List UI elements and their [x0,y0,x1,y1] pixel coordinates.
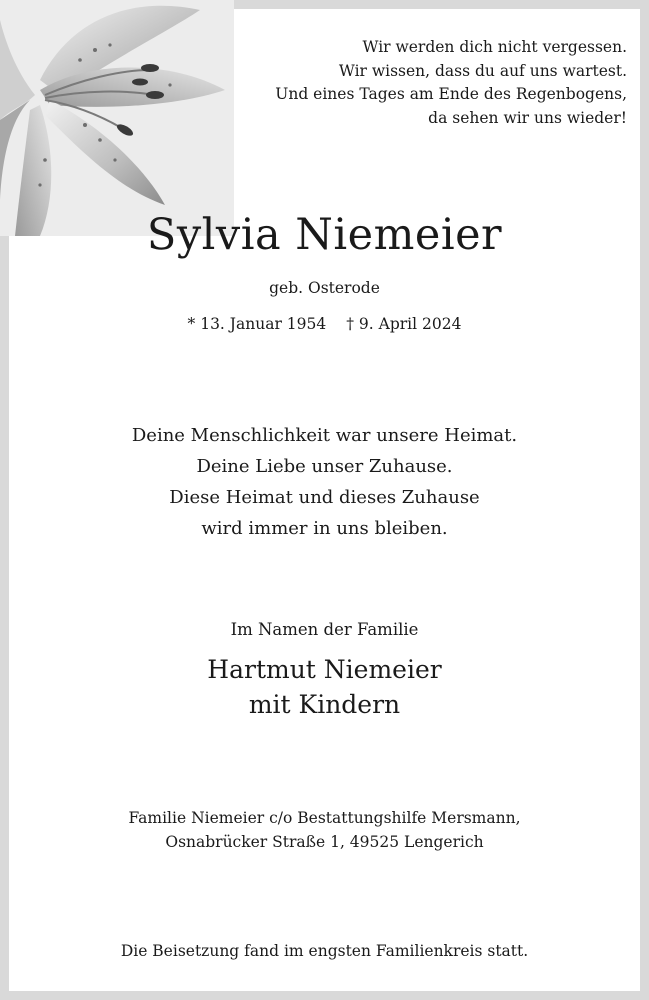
contact-address [0,806,649,854]
address-line: Osnabrücker Straße 1, 49525 Lengerich [165,833,484,851]
card-frame-top [234,0,649,9]
poem [275,36,627,130]
poem-line: Wir wissen, dass du auf uns wartest. [338,61,627,80]
deceased-name: Sylvia Niemeier [146,210,503,260]
death-date: † 9. April 2024 [346,315,462,333]
verse-line: Diese Heimat und dieses Zuhause [169,487,480,508]
family-intro: Im Namen der Familie [230,620,419,639]
memorial-verse [0,420,649,544]
lily-flower-icon [0,0,234,236]
family-name-line: Hartmut Niemeier [207,655,442,684]
poem-line: Wir werden dich nicht vergessen. [362,38,627,56]
birth-date: * 13. Januar 1954 [187,315,327,333]
poem-line: da sehen wir uns wieder! [428,108,627,127]
verse-line: Deine Menschlichkeit war unsere Heimat. [131,425,518,446]
life-dates [0,314,649,334]
address-line: Familie Niemeier c/o Bestattungshilfe Mersmann, [128,809,521,827]
poem-line: Und eines Tages am Ende des Regenbogens, [275,85,627,103]
verse-line: wird immer in uns bleiben. [201,518,448,539]
funeral-notice: Die Beisetzung fand im engsten Familienkreis statt. [120,942,529,960]
verse-line: Deine Liebe unser Zuhause. [196,456,453,477]
family-names [0,652,649,722]
family-name-line: mit Kindern [248,690,401,719]
birth-name: geb. Osterode [269,279,380,297]
